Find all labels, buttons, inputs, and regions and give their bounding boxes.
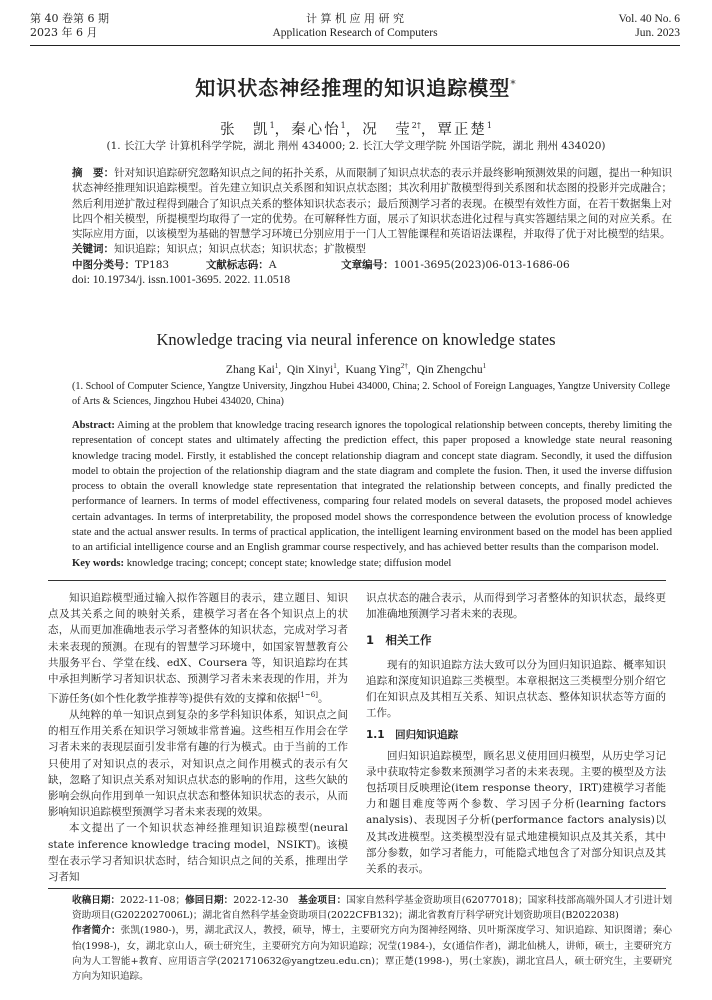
bio-text: 张凯(1980-)，男，湖北武汉人，教授，硕导，博士，主要研究方向为图神经网络、贝叶斯深度学习、知识追踪、知识图谱；秦心怡(1998-)，女，湖北京山人，硕士研究生，主要研究方向为知识追踪；况莹(1984-)，女(通信作者)，湖北仙桃人，讲师，硕士，主要研究方向为人工智能+教育、应用语言学(2021710632@yangtzeu.edu.cn)；覃正楚(1998-)，男(土家族)，湖北宜昌人，硕士研究生，主要研究方向为知识追踪。 bbox=[72, 925, 672, 983]
author-en: Qin Xinyi bbox=[286, 363, 334, 376]
author-affil-mark: 2† bbox=[400, 362, 408, 370]
footnote-rule bbox=[48, 888, 666, 889]
author-en: Kuang Ying bbox=[345, 363, 401, 376]
keywords-en bbox=[72, 556, 672, 571]
clc-label: 中图分类号： bbox=[72, 258, 135, 271]
title-cn-text: 知识状态神经推理的知识追踪模型 bbox=[195, 76, 511, 100]
journal-en: Application Research of Computers bbox=[272, 27, 438, 39]
paper-title-en: Knowledge tracing via neural inference on knowledge states bbox=[156, 330, 556, 349]
author-affil-mark: 1 bbox=[274, 362, 279, 370]
volume-en: Vol. 40 No. 6 bbox=[618, 13, 680, 25]
keywords-cn-label: 关键词： bbox=[72, 243, 114, 256]
body-left-column bbox=[48, 590, 348, 885]
header-rule bbox=[30, 45, 680, 46]
date-cn: 2023 年 6 月 bbox=[30, 26, 98, 39]
header-right bbox=[619, 12, 680, 40]
classification-line bbox=[72, 258, 672, 273]
abstract-en-block bbox=[72, 418, 672, 571]
abstract-cn bbox=[72, 166, 672, 242]
keywords-en-text: knowledge tracing; concept; concept state; knowledge state; diffusion model bbox=[126, 557, 452, 569]
funding-text: 国家自然科学基金资助项目(62077018)；国家科技部高端外国人才引进计划资助项目(G2022027006L)；湖北省自然科学基金资助项目(2022CFB132)；湖北省教育厅科学研究计划资助项目(B2022038) bbox=[72, 895, 673, 922]
author-affil-mark: 1 bbox=[482, 362, 487, 370]
author-cn: 张 凯 bbox=[220, 122, 270, 138]
body-right-column bbox=[366, 590, 666, 877]
author-affil-mark: 1 bbox=[269, 121, 275, 131]
article-no-value: 1001-3695(2023)06-013-1686-06 bbox=[393, 258, 570, 271]
author-cn: 况 莹 bbox=[362, 122, 412, 138]
received-date: 2022-11-08； bbox=[120, 895, 186, 906]
doi-line bbox=[72, 273, 672, 288]
keywords-en-label: Key words: bbox=[72, 557, 125, 569]
received-label: 收稿日期： bbox=[72, 895, 121, 906]
body-paragraph: 本文提出了一个知识状态神经推理知识追踪模型(neural state inference knowledge tracing model，NSIKT)。该模型在表示学习者知识状态时，结合知识点之间的关系，推理出学习者知 bbox=[48, 822, 348, 883]
authors-cn: 张 凯$^1$，秦心怡$^1$，况 莹$^{2\dagger}$，覃正楚$^1$ bbox=[220, 121, 492, 138]
author-affil-mark: 2† bbox=[411, 121, 421, 131]
abstract-en-text: Aiming at the problem that knowledge tracing research ignores the topological relationship between concepts, thereby limiting the representation of concept states and ultimately affecting the prediction effect, this paper proposed a knowledge state neural reasoning knowledge tracing model. Firstly, it established the concept relationship diagram and concept state diagram. Secondly, it used the diffusion model to obtain the projection of the relationship diagram and the state diagram and complete the fusion. Then, it used the inverse diffusion process to obtain the overall knowledge state representation that integrated the relationship between concepts, and finally predicted the performance of learners. In terms of model effectiveness, comparing four related models on several datasets, the proposed model achieves certain advantages. In terms of interpretability, the proposed model shows the correspondence between the evolution process of knowledge state and the actual answer results. In terms of practical application, the intelligent learning environment based on the model has been applied to an artificial intelligence course and an English grammar course respectively, and has achieved better results than the comparison model. bbox=[72, 420, 672, 554]
author-affil-mark: 1 bbox=[333, 362, 337, 370]
doc-code-label: 文献标志码： bbox=[205, 258, 269, 271]
author-cn: 覃正楚 bbox=[437, 122, 487, 138]
doi-value: 10.19734/j. issn.1001-3695. 2022. 11.0518 bbox=[92, 274, 291, 287]
body-paragraph bbox=[48, 590, 348, 707]
funding-label: 基金项目： bbox=[298, 895, 347, 906]
section-heading: 1 相关工作 bbox=[366, 633, 432, 648]
paragraph-end: 。 bbox=[317, 692, 329, 705]
bio-label: 作者简介： bbox=[72, 925, 121, 937]
author-en: Qin Zhengchu bbox=[416, 363, 483, 376]
author-affil-mark: 1 bbox=[340, 121, 346, 131]
footnote-dates-funding bbox=[72, 893, 672, 923]
abstract-en-label: Abstract: bbox=[72, 420, 115, 431]
doi-label: doi: bbox=[72, 274, 90, 287]
abstract-cn-label: 摘 要： bbox=[72, 167, 115, 179]
abstract-en bbox=[72, 418, 672, 556]
revised-date: 2022-12-30 bbox=[233, 895, 289, 906]
title-footnote-mark: * bbox=[510, 77, 517, 91]
keywords-cn bbox=[72, 242, 672, 257]
paragraph-text: 知识追踪模型通过输入拟作答题目的表示，建立题目、知识点及其关系之间的映射关系，建模学习者在各个知识点上的状态，从而更加准确地表示学习者整体的知识状态，完成对学习者未来表现的预测。在现有的智慧学习环境中，如国家智慧教育公共服务平台、学堂在线、edX、Coursera 等，知识追踪均在其中承担判断学习者知识状态、预测学习者未来表现的作用，并为下游任务(如个性化教学推荐等)提供有效的支撑和依据 bbox=[48, 592, 348, 705]
doc-code-value: A bbox=[268, 258, 277, 271]
article-no-label: 文章编号： bbox=[341, 258, 394, 271]
citation: [1~6] bbox=[297, 691, 318, 700]
body-paragraph: 从纯粹的单一知识点到复杂的多学科知识体系，知识点之间的相互作用关系在知识学习领域非常普遍。这些相互作用会在学习者未来的表现层面引发非常有趣的行为模式。由于当前的工作只使用了对知识点的表示，对知识点之间作用模式的表示有欠缺，忽略了知识点关系对知识点状态的影响的作用，这些欠缺的影响会纵向作用到单一知识点状态和整体知识状态的表示，从而影响知识追踪模型预测学习者未来表现的效果。 bbox=[48, 708, 348, 819]
body-paragraph: 识点状态的融合表示，从而得到学习者整体的知识状态，最终更加准确地预测学习者未来的表现。 bbox=[366, 592, 666, 621]
abstract-cn-block bbox=[72, 166, 672, 288]
affiliation-en: (1. School of Computer Science, Yangtze University, Jingzhou Hubei 434000, China; 2. School of Foreign Languages, Yangtze University College of Arts & Sciences, Jingzhou Hubei 434020, China) bbox=[72, 381, 671, 407]
body-paragraph: 现有的知识追踪方法大致可以分为回归知识追踪、概率知识追踪和深度知识追踪三类模型。本章根据这三类模型分别介绍它们在知识点及其相互关系、知识点状态、整体知识状态等方面的工作。 bbox=[366, 658, 666, 720]
revised-label: 修回日期： bbox=[185, 895, 234, 906]
author-en: Zhang Kai bbox=[225, 363, 275, 376]
authors-en: Zhang Kai$^1$, Qin Xinyi$^1$, Kuang Ying$^{2\dagger}$, Qin Zhengchu$^1$ bbox=[225, 362, 487, 376]
footnote-bio bbox=[72, 923, 672, 984]
clc-value: TP183 bbox=[135, 258, 170, 271]
affiliation-cn: (1. 长江大学 计算机科学学院，湖北 荆州 434000; 2. 长江大学文理学院 外国语学院，湖北 荆州 434020) bbox=[106, 140, 606, 152]
abstract-cn-text: 针对知识追踪研究忽略知识点之间的拓扑关系，从而限制了知识点状态的表示并最终影响预测效果的问题，提出一种知识状态神经推理知识追踪模型。首先建立知识点关系图和知识点状态图；其次利用扩散模型得到关系图和状态图的投影并完成融合；然后利用逆扩散过程得到融合了知识点关系的整体知识状态表示；最后预测学习者的表现。在模型有效性方面，在若干数据集上对比四个相关模型，所提模型均取得了一定的优势。在可解释性方面，展示了知识状态进化过程与真实答题结果之间的对应关系。在实际应用方面，以该模型为基础的智慧学习环境已分别应用于一门人工智能课程和英语语法课程，并取得了优于对比模型的结果。 bbox=[72, 167, 672, 241]
body-paragraph: 回归知识追踪模型，顾名思义使用回归模型，从历史学习记录中获取特定参数来预测学习者的未来表现。主要的模型及方法包括项目反映理论(item response theory，IRT)建模学习者能力和题目难度等两个参数、学习因子分析(learning factors analysis)、表现因子分析(performance factors analysis)以及其改进模型。这类模型没有显式地建模知识点及其关系，其中部分参数，如学习者能力，可能隐式地包含了对部分知识点及其关系的表示。 bbox=[366, 749, 666, 876]
paper-title-cn bbox=[0, 72, 712, 101]
author-affil-mark: 1 bbox=[486, 121, 492, 131]
footnote bbox=[72, 893, 672, 984]
volume-cn: 第 40 卷第 6 期 bbox=[30, 12, 109, 25]
author-cn: 秦心怡 bbox=[291, 122, 341, 138]
subsection-heading: 1.1 回归知识追踪 bbox=[366, 729, 459, 742]
abstract-separator bbox=[48, 580, 666, 581]
date-en: Jun. 2023 bbox=[635, 27, 680, 39]
running-header bbox=[30, 12, 680, 42]
journal-cn: 计 算 机 应 用 研 究 bbox=[306, 12, 404, 25]
keywords-cn-text: 知识追踪；知识点；知识点状态；知识状态；扩散模型 bbox=[114, 243, 366, 256]
header-center bbox=[30, 12, 680, 40]
